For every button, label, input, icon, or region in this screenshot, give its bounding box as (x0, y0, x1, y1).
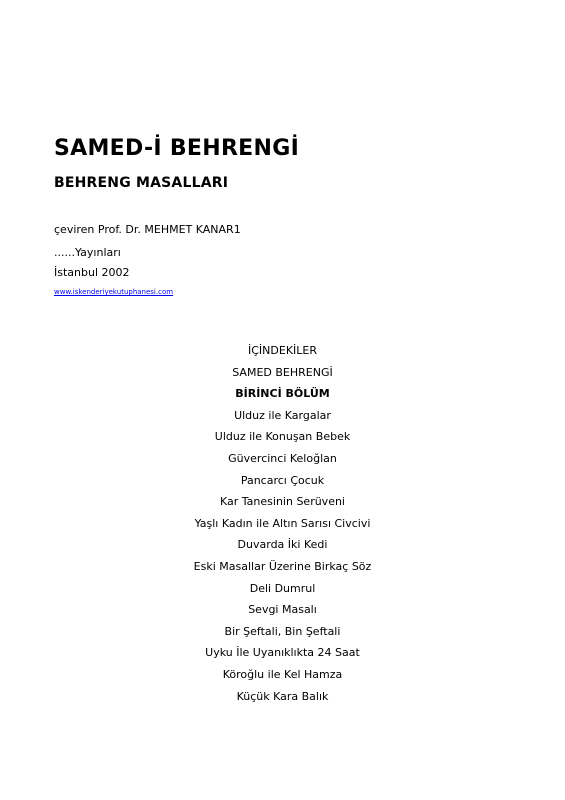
toc-item: Pancarcı Çocuk (240, 473, 325, 487)
toc-item: Sevgi Masalı (248, 603, 317, 617)
toc-item: Köroğlu ile Kel Hamza (222, 667, 343, 681)
publisher-line: ......Yayınları (54, 246, 121, 259)
toc-item: Uyku İle Uyanıklıkta 24 Saat (205, 646, 360, 660)
toc-item: Bir Şeftali, Bin Şeftali (224, 624, 341, 638)
toc-heading: İÇİNDEKİLER (248, 344, 317, 357)
table-of-contents (0, 340, 565, 707)
toc-item: Deli Dumrul (249, 581, 316, 595)
toc-item: Eski Masallar Üzerine Birkaç Söz (193, 559, 372, 573)
toc-item: Ulduz ile Kargalar (234, 408, 331, 422)
toc-item: Yaşlı Kadın ile Altın Sarısı Civcivi (194, 516, 371, 530)
toc-item: Güvercinci Keloğlan (228, 451, 337, 465)
toc-section-heading: BİRİNCİ BÖLÜM (235, 387, 330, 401)
book-author-title: SAMED-İ BEHRENGİ (54, 136, 300, 161)
place-year-line: İstanbul 2002 (54, 266, 130, 279)
toc-item: Duvarda İki Kedi (237, 538, 328, 552)
toc-item: SAMED BEHRENGİ (232, 365, 333, 379)
book-subtitle: BEHRENG MASALLARI (54, 175, 229, 191)
website-link[interactable]: www.iskenderiyekutuphanesi.com (54, 288, 174, 296)
toc-item: Kar Tanesinin Serüveni (220, 495, 345, 509)
translator-line: çeviren Prof. Dr. MEHMET KANAR1 (54, 223, 241, 236)
toc-item: Ulduz ile Konuşan Bebek (214, 430, 351, 444)
toc-item: Küçük Kara Balık (236, 689, 329, 703)
